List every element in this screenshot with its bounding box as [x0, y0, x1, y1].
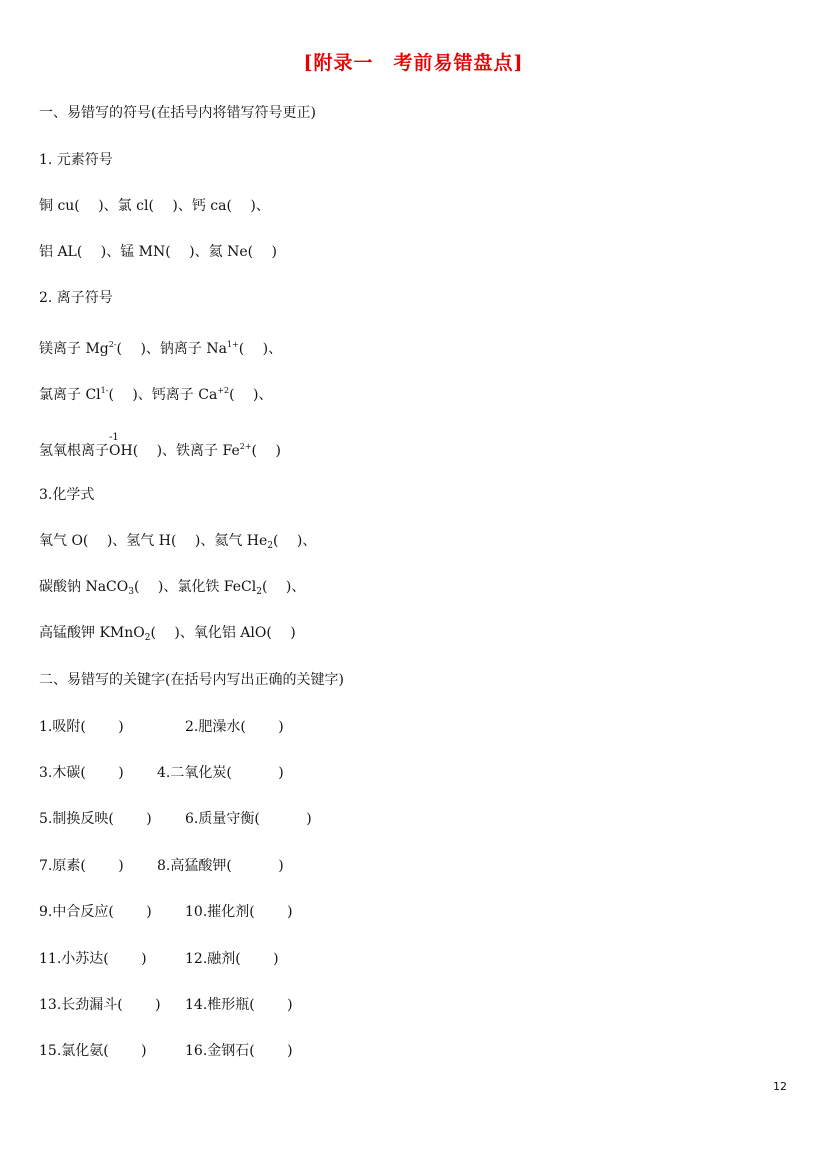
subheading-formulas: 3.化学式	[39, 487, 95, 503]
superscript: -1	[109, 432, 119, 443]
keyword-item: 11.小苏达( )	[39, 951, 147, 967]
keyword-item: 1.吸附( )	[39, 719, 124, 735]
exercise-line: 铝 AL( )、锰 MN( )、氦 Ne( )	[39, 244, 277, 260]
subheading-element-symbols: 1. 元素符号	[39, 152, 113, 168]
exercise-line: 氧气 O( )、氢气 H( )、氦气 $He_2$( )、	[39, 533, 317, 551]
exercise-line: 碳酸钠 NaCO$_3$( )、氯化铁 FeCl$_2$( )、	[39, 579, 306, 597]
subscript: 2	[256, 587, 262, 597]
keyword-item: 6.质量守衡( )	[185, 811, 312, 827]
exercise-line: 氢氧根离子 -1 OH( )、铁离子 $Fe^{2+}$( )	[39, 437, 281, 461]
keyword-item: 14.椎形瓶( )	[185, 997, 293, 1013]
superscript: +2	[217, 386, 230, 395]
subheading-ion-symbols: 2. 离子符号	[39, 290, 113, 306]
keyword-item: 12.融剂( )	[185, 951, 279, 967]
hydroxide-symbol: -1 OH	[109, 441, 133, 461]
page-number: 12	[773, 1080, 787, 1093]
subscript: 3	[128, 587, 134, 597]
keyword-item: 16.金钢石( )	[185, 1043, 293, 1059]
keyword-item: 3.木碳( )	[39, 765, 124, 781]
subscript: 2	[144, 633, 151, 643]
keyword-item: 9.中合反应( )	[39, 904, 152, 920]
keyword-item: 15.氯化氨( )	[39, 1043, 147, 1059]
keyword-item: 4.二氧化炭( )	[157, 765, 284, 781]
page-title: [附录一 考前易错盘点]	[303, 52, 524, 74]
exercise-line: 氯离子 $Cl^{1-}$( )、钙离子 $Ca^{+2}$( )、	[39, 386, 273, 403]
exercise-line: 镁离子 $Mg^{2-}$( )、钠离子 $Na^{1+}$( )、	[39, 340, 283, 357]
section-heading-keywords: 二、易错写的关键字(在括号内写出正确的关键字)	[39, 672, 344, 688]
superscript: 1+	[226, 340, 239, 349]
keyword-item: 8.高猛酸钾( )	[157, 858, 284, 874]
keyword-item: 13.长劲漏斗( )	[39, 997, 161, 1013]
exercise-line: 铜 cu( )、氯 cl( )、钙 ca( )、	[39, 198, 270, 214]
keyword-item: 7.原素( )	[39, 858, 124, 874]
section-heading-symbols: 一、易错写的符号(在括号内将错写符号更正)	[39, 105, 316, 121]
exercise-line: 高锰酸钾 KMnO$_2$( )、氧化铝 AlO( )	[39, 625, 296, 643]
keyword-item: 10.摧化剂( )	[185, 904, 293, 920]
subscript: 2	[267, 541, 274, 551]
superscript: 1-	[100, 386, 109, 395]
keyword-item: 2.肥澡水( )	[185, 719, 284, 735]
superscript: 2+	[239, 442, 252, 451]
superscript: 2-	[108, 340, 117, 349]
keyword-item: 5.制换反映( )	[39, 811, 152, 827]
